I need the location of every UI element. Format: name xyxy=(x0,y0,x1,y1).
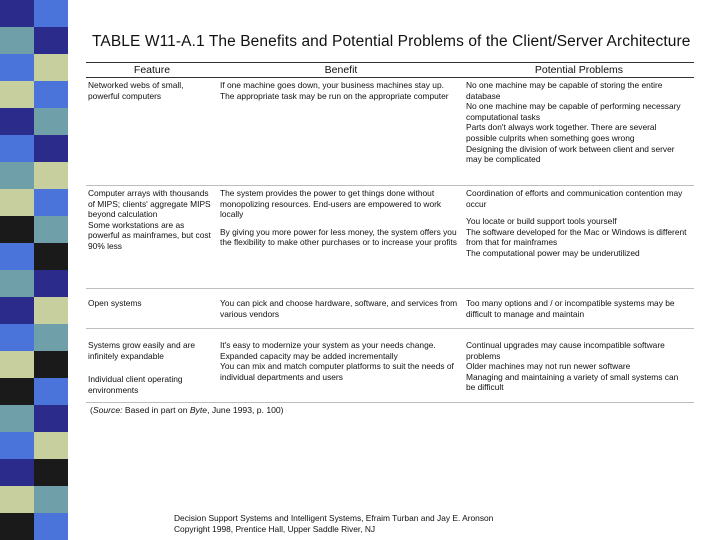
source-detail: , June 1993, p. 100) xyxy=(207,405,284,415)
table-header-row xyxy=(86,63,694,78)
stripe-block xyxy=(0,513,34,540)
problem-text: Designing the division of work between client and server may be complicated xyxy=(466,143,675,165)
decorative-stripe xyxy=(0,0,68,540)
problem-text: Parts don't always work together. There are several possible culprits when something goes wrong xyxy=(466,122,657,143)
problem-text: The computational power may be underutilized xyxy=(466,247,640,258)
table-row xyxy=(86,78,694,186)
stripe-block xyxy=(34,0,68,27)
stripe-block xyxy=(34,459,68,486)
benefit-text: You can mix and match computer platforms to suit the needs of individual departments and users xyxy=(220,361,454,382)
benefit-cell xyxy=(218,289,464,329)
table-title: TABLE W11-A.1 The Benefits and Potential Problems of the Client/Server Architecture xyxy=(92,33,691,50)
stripe-block xyxy=(0,27,34,54)
stripe-block xyxy=(34,486,68,513)
problems-cell xyxy=(464,289,694,329)
feature-text: Some workstations are as powerful as mainframes, but cost 90% less xyxy=(88,219,211,251)
source-citation xyxy=(90,405,284,415)
problem-text: You locate or build support tools yourself xyxy=(466,216,617,227)
stripe-block xyxy=(0,108,34,135)
stripe-block xyxy=(34,54,68,81)
stripe-block xyxy=(0,216,34,243)
stripe-block xyxy=(34,324,68,351)
stripe-block xyxy=(0,0,34,27)
benefit-text: You can pick and choose hardware, software, and services from various vendors xyxy=(220,298,458,319)
problem-text: Too many options and / or incompatible systems may be difficult to manage and maintain xyxy=(466,298,675,319)
table-row xyxy=(86,329,694,403)
benefits-table xyxy=(86,62,694,403)
header-feature: Feature xyxy=(86,63,218,78)
problem-text: Coordination of efforts and communication contention may occur xyxy=(466,188,683,209)
stripe-block xyxy=(34,405,68,432)
stripe-block xyxy=(34,297,68,324)
stripe-block xyxy=(0,189,34,216)
source-label: Source: xyxy=(92,405,123,415)
problem-text: Managing and maintaining a variety of small systems can be difficult xyxy=(466,371,679,393)
problems-cell xyxy=(464,329,694,403)
stripe-block xyxy=(34,378,68,405)
feature-text: Networked webs of small, powerful computers xyxy=(88,80,184,101)
source-text: Based in part on xyxy=(122,405,190,415)
stripe-block xyxy=(34,27,68,54)
stripe-block xyxy=(0,324,34,351)
problem-text: No one machine may be capable of performing necessary computational tasks xyxy=(466,101,681,122)
footer-line-2: Copyright 1998, Prentice Hall, Upper Saddle River, NJ xyxy=(174,524,376,534)
table-row xyxy=(86,289,694,329)
source-publication: Byte xyxy=(189,405,208,415)
stripe-block xyxy=(34,243,68,270)
table-row xyxy=(86,186,694,289)
stripe-block xyxy=(34,162,68,189)
benefit-cell xyxy=(218,78,464,186)
stripe-block xyxy=(0,135,34,162)
benefit-text: By giving you more power for less money, the system offers you the flexibility to make other purchases or to increase your profits xyxy=(220,226,457,248)
feature-cell xyxy=(86,289,218,329)
problem-text: The software developed for the Mac or Windows is different from that for mainframes xyxy=(466,226,687,248)
stripe-block xyxy=(0,54,34,81)
problems-cell xyxy=(464,186,694,289)
benefit-text: If one machine goes down, your business machines stay up. The appropriate task may be run on the appropriate computer xyxy=(220,80,449,101)
benefit-text: It's easy to modernize your system as your needs change. Expanded capacity may be added incrementally xyxy=(220,340,436,361)
stripe-block xyxy=(0,81,34,108)
stripe-block xyxy=(34,513,68,540)
stripe-block xyxy=(0,459,34,486)
stripe-block xyxy=(0,351,34,378)
problem-text: Older machines may not run newer software xyxy=(466,361,631,372)
benefit-text: The system provides the power to get things done without monopolizing resources. End-users are empowered to work locally xyxy=(220,188,442,220)
source-open-paren: ( xyxy=(90,405,93,415)
stripe-block xyxy=(0,243,34,270)
stripe-block xyxy=(34,189,68,216)
feature-text: Computer arrays with thousands of MIPS; clients' aggregate MIPS beyond calculation xyxy=(88,188,211,220)
problem-text: Continual upgrades may cause incompatible software problems xyxy=(466,340,665,361)
stripe-block xyxy=(34,216,68,243)
stripe-block xyxy=(0,378,34,405)
stripe-block xyxy=(34,108,68,135)
feature-cell xyxy=(86,78,218,186)
footer-credit xyxy=(174,513,493,535)
problems-cell xyxy=(464,78,694,186)
stripe-block xyxy=(34,81,68,108)
benefit-cell xyxy=(218,186,464,289)
feature-text: Systems grow easily and are infinitely expandable xyxy=(88,340,196,361)
feature-cell xyxy=(86,329,218,403)
stripe-block xyxy=(34,432,68,459)
stripe-block xyxy=(0,432,34,459)
footer-line-1: Decision Support Systems and Intelligent Systems, Efraim Turban and Jay E. Aronson xyxy=(174,513,494,523)
stripe-block xyxy=(0,270,34,297)
stripe-block xyxy=(34,351,68,378)
header-benefit: Benefit xyxy=(218,63,464,78)
stripe-block xyxy=(0,486,34,513)
stripe-block xyxy=(0,162,34,189)
stripe-block xyxy=(34,270,68,297)
benefit-cell xyxy=(218,329,464,403)
problem-text: No one machine may be capable of storing the entire database xyxy=(466,80,663,101)
feature-text: Open systems xyxy=(88,298,142,308)
stripe-block xyxy=(0,405,34,432)
header-potential-problems: Potential Problems xyxy=(464,63,694,78)
stripe-block xyxy=(0,297,34,324)
feature-cell xyxy=(86,186,218,289)
stripe-block xyxy=(34,135,68,162)
feature-text: Individual client operating environments xyxy=(88,374,183,395)
